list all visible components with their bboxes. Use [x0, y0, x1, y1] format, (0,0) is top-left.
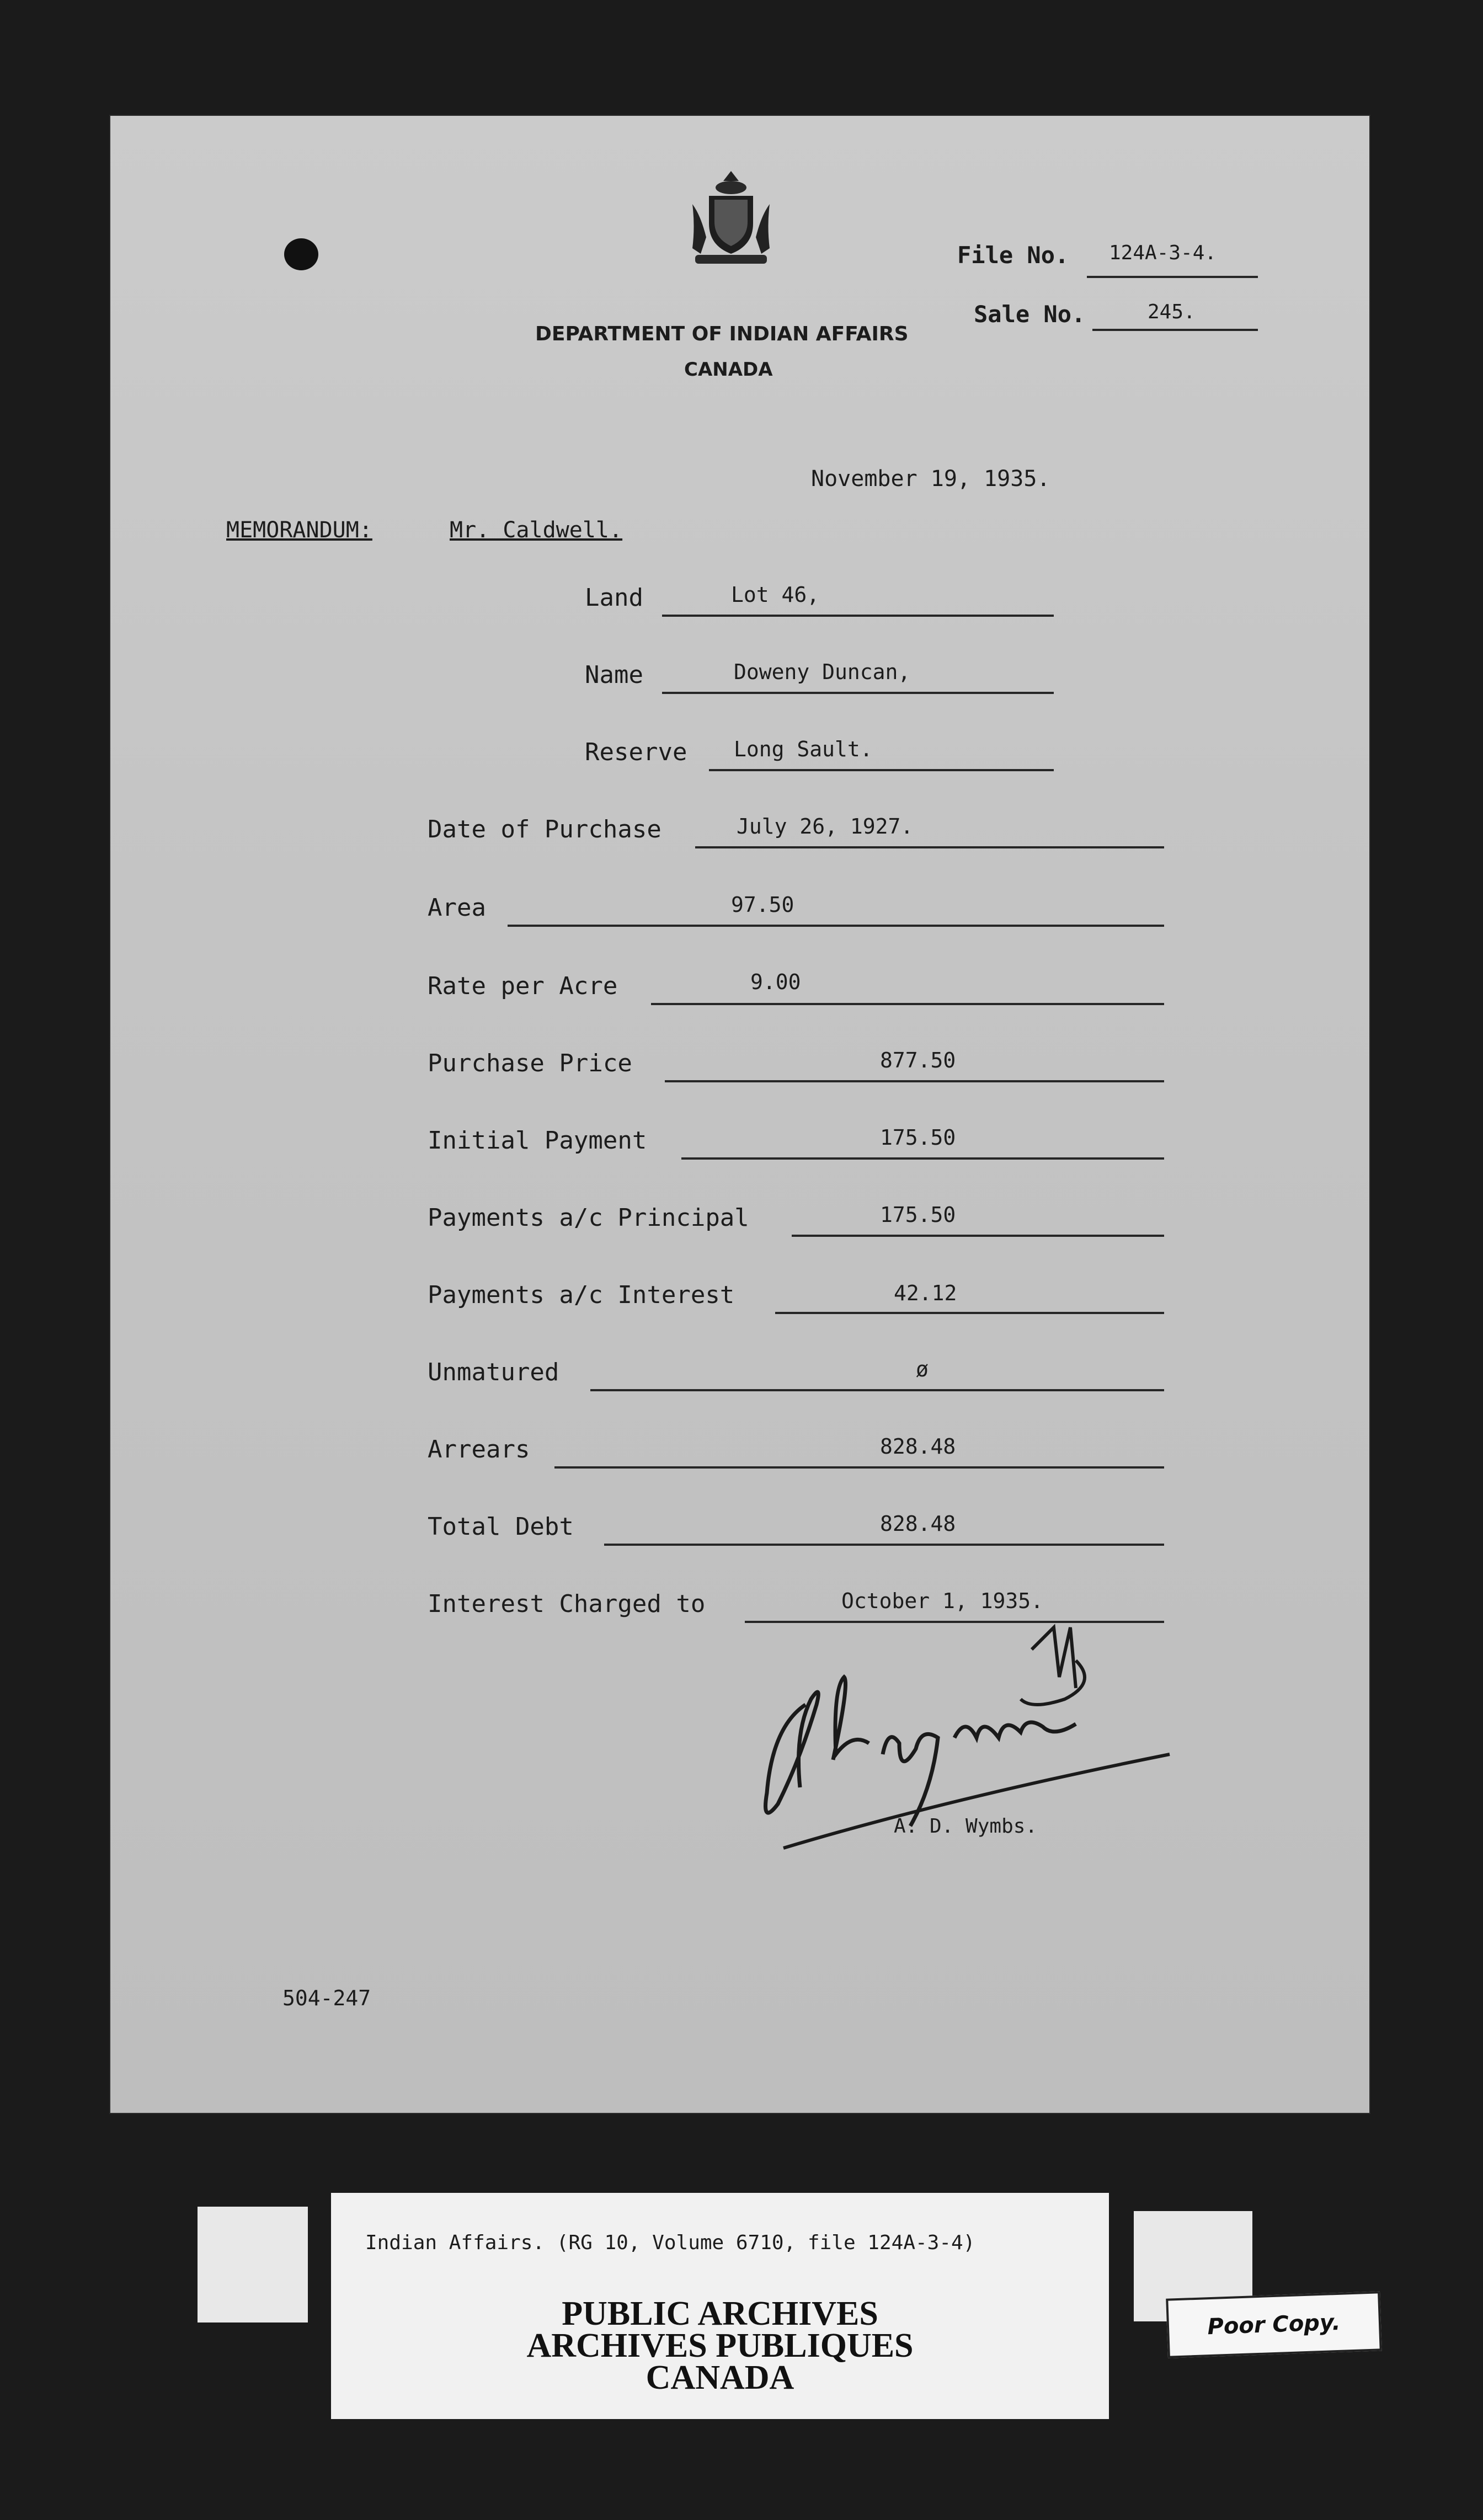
initial-payment-label: Initial Payment — [428, 1126, 647, 1155]
file-number-value: 124A-3-4. — [1109, 242, 1217, 264]
country-subtitle: CANADA — [684, 359, 773, 381]
archive-title-en: PUBLIC ARCHIVES — [562, 2295, 878, 2332]
area-value: 97.50 — [731, 893, 794, 917]
department-title: DEPARTMENT OF INDIAN AFFAIRS — [535, 323, 909, 345]
total-debt-value: 828.48 — [880, 1512, 956, 1536]
typed-signature-name: A. D. Wymbs. — [894, 1815, 1038, 1838]
archive-title-block — [331, 2295, 1109, 2396]
archive-tab-left — [198, 2207, 308, 2323]
memo-date: November 19, 1935. — [811, 466, 1050, 492]
purchase-price-line — [665, 1080, 1164, 1082]
arrears-line — [554, 1466, 1164, 1469]
arrears-value: 828.48 — [880, 1434, 956, 1459]
land-line — [662, 615, 1054, 617]
payments-principal-value: 175.50 — [880, 1203, 956, 1227]
initial-payment-line — [681, 1157, 1164, 1160]
archive-title-fr: ARCHIVES PUBLIQUES — [526, 2327, 914, 2364]
interest-charged-value: October 1, 1935. — [841, 1589, 1044, 1613]
poor-copy-note: Poor Copy. — [1166, 2291, 1382, 2358]
sale-number-line — [1092, 329, 1258, 331]
name-line — [662, 692, 1054, 694]
punch-hole — [284, 238, 318, 270]
name-value: Doweny Duncan, — [734, 660, 911, 684]
file-number-line — [1087, 276, 1258, 278]
interest-charged-label: Interest Charged to — [428, 1590, 706, 1618]
memorandum-page — [110, 116, 1369, 2113]
date-of-purchase-line — [695, 846, 1164, 848]
rate-per-acre-line — [651, 1003, 1164, 1005]
rate-per-acre-label: Rate per Acre — [428, 972, 618, 1000]
coat-of-arms-icon — [684, 165, 778, 270]
archive-reference: Indian Affairs. (RG 10, Volume 6710, file 124A-3-4) — [365, 2231, 975, 2254]
arrears-label: Arrears — [428, 1435, 530, 1464]
reserve-value: Long Sault. — [734, 737, 873, 761]
land-label: Land — [585, 584, 643, 612]
payments-principal-line — [792, 1235, 1164, 1237]
sale-number-value: 245. — [1148, 301, 1196, 323]
rate-per-acre-value: 9.00 — [750, 970, 801, 994]
archive-country: CANADA — [646, 2359, 794, 2396]
payments-principal-label: Payments a/c Principal — [428, 1204, 749, 1232]
payments-interest-line — [775, 1312, 1164, 1314]
area-line — [508, 925, 1164, 927]
memorandum-label: MEMORANDUM: — [226, 517, 372, 543]
archive-label — [331, 2193, 1109, 2419]
payments-interest-value: 42.12 — [894, 1281, 957, 1305]
document-number: 504-247 — [282, 1986, 371, 2010]
unmatured-label: Unmatured — [428, 1358, 559, 1386]
reserve-line — [709, 769, 1054, 771]
land-value: Lot 46, — [731, 583, 820, 607]
unmatured-value: ø — [916, 1357, 929, 1381]
name-label: Name — [585, 661, 643, 689]
reserve-label: Reserve — [585, 738, 687, 766]
purchase-price-label: Purchase Price — [428, 1049, 632, 1077]
file-number-label: File No. — [957, 242, 1069, 269]
area-label: Area — [428, 894, 486, 922]
purchase-price-value: 877.50 — [880, 1048, 956, 1072]
total-debt-label: Total Debt — [428, 1513, 574, 1541]
memorandum-recipient: Mr. Caldwell. — [450, 517, 623, 543]
date-of-purchase-label: Date of Purchase — [428, 815, 662, 843]
initial-payment-value: 175.50 — [880, 1125, 956, 1150]
payments-interest-label: Payments a/c Interest — [428, 1281, 735, 1309]
unmatured-line — [590, 1389, 1164, 1391]
sale-number-label: Sale No. — [974, 301, 1086, 328]
date-of-purchase-value: July 26, 1927. — [737, 814, 914, 839]
total-debt-line — [604, 1544, 1164, 1546]
